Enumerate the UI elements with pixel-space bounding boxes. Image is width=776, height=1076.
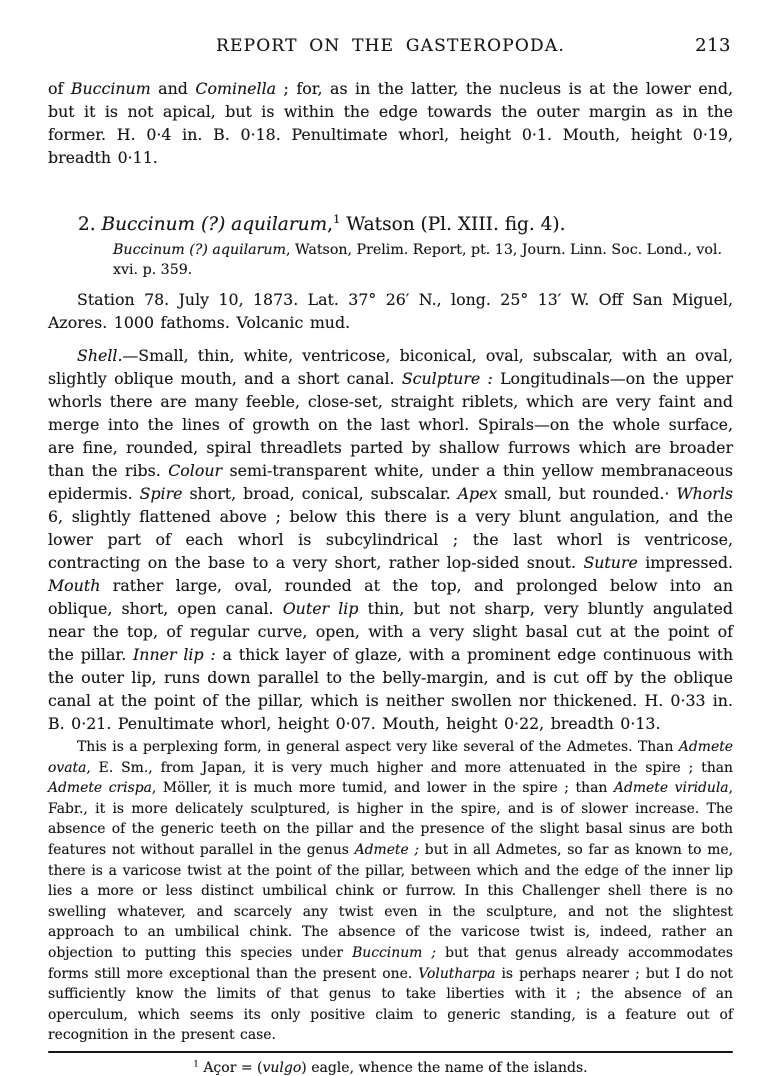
footnote: $^1$ Açor = (vulgo) eagle, whence the name of the islands. [193,1059,588,1076]
footnote-separator [48,1051,733,1053]
station-paragraph: Station 78. July 10, 1873. Lat. 37° 26′ N., long. 25° 13′ W. Off San Miguel, Azores. 1000 fathoms. Volcanic mud. [48,290,733,332]
page-number: 213 [695,35,731,56]
synonymy-citation: Buccinum (?) aquilarum, Watson, Prelim. Report, pt. 13, Journ. Linn. Soc. Lond., vol. xvi. p. 359. [113,242,722,278]
page-title: REPORT ON THE GASTEROPODA. [216,36,565,56]
remarks-paragraph: This is a perplexing form, in general aspect very like several of the Admetes. Than Admete ovata, E. Sm., from Japan, it is very much higher and more attenuated in the spire ; than Admete crispa, Möller, it is much more tumid, and lower in the spire ; than Admete viridula, Fabr., it is more delicately sculptured, is higher in the spire, and is of slower increase. The absence of the generic teeth on the pillar and the presence of the slight basal sinus are both features not without parallel in the genus Admete ; but in all Admetes, so far as known to me, there is a varicose twist at the point of the pillar, between which and the edge of the inner lip lies a more or less distinct umbilical chink or furrow. In this Challenger shell there is no swelling whatever, and scarcely any twist even in the sculpture, and not the slightest approach to an umbilical chink. The absence of the varicose twist is, indeed, rather an objection to putting this species under Buccinum ; but that genus already accommodates forms still more exceptional than the present one. Volutharpa is perhaps nearer ; but I do not sufficiently know the limits of that genus to take liberties with it ; the absence of an operculum, which seems its only positive claim to generic standing, is a feature out of recognition in the present case. [48,739,734,1044]
shell-description-paragraph: Shell.—Small, thin, white, ventricose, biconical, oval, subscalar, with an oval, slightly oblique mouth, and a short canal. Sculpture : Longitudinals—on the upper whorls there are many feeble, close-set, straight riblets, which are very faint and merge into the lines of growth on the last whorl. Spirals—on the whole surface, are fine, rounded, spiral threadlets parted by shallow furrows which are broader than the ribs. Colour semi-transparent white, under a thin yellow membranaceous epidermis. Spire short, broad, conical, subscalar. Apex small, but rounded.· Whorls 6, slightly flattened above ; below this there is a very blunt angulation, and the lower part of each whorl is subcylindrical ; the last whorl is ventricose, contracting on the base to a very short, rather lop-sided snout. Suture impressed. Mouth rather large, oval, rounded at the top, and prolonged below into an oblique, short, open canal. Outer lip thin, but not sharp, very bluntly angulated near the top, of regular curve, open, with a very slight basal cut at the point of the pillar. Inner lip : a thick layer of glaze, with a prominent edge continuous with the outer lip, runs down parallel to the belly-margin, and is cut off by the oblique canal at the point of the pillar, which is neither swollen nor thickened. H. 0·33 in. B. 0·21. Penultimate whorl, height 0·07. Mouth, height 0·22, breadth 0·13. [48,346,733,733]
species-heading: 2. Buccinum (?) aquilarum,$^1$ Watson (Pl. XIII. fig. 4). [78,211,566,235]
intro-paragraph: of Buccinum and Cominella ; for, as in the latter, the nucleus is at the lower end, but it is not apical, but is within the edge towards the outer margin as in the former. H. 0·4 in. B. 0·18. Penultimate whorl, height 0·1. Mouth, height 0·19, breadth 0·11. [48,79,733,167]
running-head [48,36,733,56]
